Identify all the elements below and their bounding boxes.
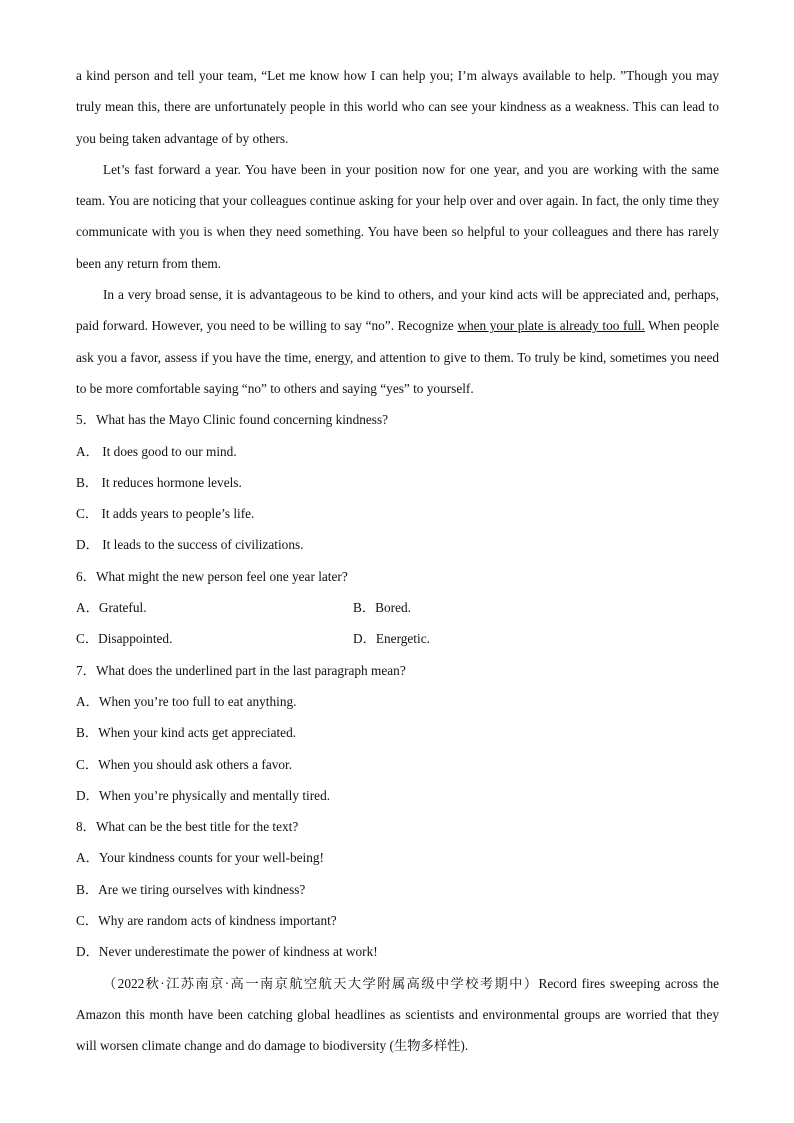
option-c: C． It adds years to people’s life. <box>76 506 255 522</box>
option-b: B．When your kind acts get appreciated. <box>76 725 297 741</box>
passage-paragraph-1: a kind person and tell your team, “Let me know how I can help you; I’m always available to help. ”Though you may truly mean this, there are unfortunately people in this world who can see your kindness as a weakness. This can lead to you being taken advantage of by others. <box>76 68 719 146</box>
question-stem: 5．What has the Mayo Clinic found concerning kindness? <box>76 412 389 428</box>
paragraph-3-text-after: When people ask you a favor, assess if you have the time, energy, and attention to give to them. To truly be kind, sometimes you need to be more comfortable saying “no” to others and saying “yes” to yourself. <box>76 318 719 396</box>
option-a: A．When you’re too full to eat anything. <box>76 693 297 709</box>
question-stem: 6．What might the new person feel one year later? <box>76 568 348 584</box>
passage-paragraph-3 <box>76 279 719 404</box>
question-stem: 8．What can be the best title for the text? <box>76 819 299 835</box>
option-d: D．Never underestimate the power of kindness at work! <box>76 944 378 960</box>
options-row-1 <box>76 592 719 623</box>
option-c: C．Why are random acts of kindness important? <box>76 913 337 929</box>
document-page <box>76 60 719 1062</box>
options-row-2 <box>76 623 719 654</box>
paragraph-3-text-before: In a very broad sense, it is advantageous to be kind to others, and your kind acts will be appreciated and, perhaps, paid forward. However, you need to be willing to say “no”. Recognize <box>76 287 719 334</box>
option-c: C．Disappointed. <box>76 631 173 647</box>
option-d: D．Energetic. <box>353 631 430 647</box>
underlined-phrase: when your plate is already too full. <box>457 318 645 334</box>
question-6 <box>76 561 719 655</box>
option-d: D． It leads to the success of civilizations. <box>76 537 304 553</box>
question-5 <box>76 404 719 560</box>
option-c: C．When you should ask others a favor. <box>76 756 293 772</box>
option-a: A．Your kindness counts for your well-being! <box>76 850 324 866</box>
question-7 <box>76 655 719 811</box>
next-passage-intro: （2022秋·江苏南京·高一南京航空航天大学附属高级中学校考期中）Record fires sweeping across the Amazon this month have been catching global headlines as scientists and environmental groups are worried that they will worsen climate change and do damage to biodiversity (生物多样性). <box>76 975 719 1054</box>
option-d: D．When you’re physically and mentally tired. <box>76 787 331 803</box>
question-8 <box>76 811 719 967</box>
option-b: B．Bored. <box>353 600 411 616</box>
passage-paragraph-2: Let’s fast forward a year. You have been in your position now for one year, and you are working with the same team. You are noticing that your colleagues continue asking for your help over and over again. In fact, the only time they communicate with you is when they need something. You have been so helpful to your colleagues and there has rarely been any return from them. <box>76 161 719 271</box>
option-a: A． It does good to our mind. <box>76 443 237 459</box>
option-b: B． It reduces hormone levels. <box>76 474 242 490</box>
question-stem: 7．What does the underlined part in the last paragraph mean? <box>76 662 406 678</box>
option-a: A．Grateful. <box>76 600 147 616</box>
option-b: B．Are we tiring ourselves with kindness? <box>76 881 306 897</box>
